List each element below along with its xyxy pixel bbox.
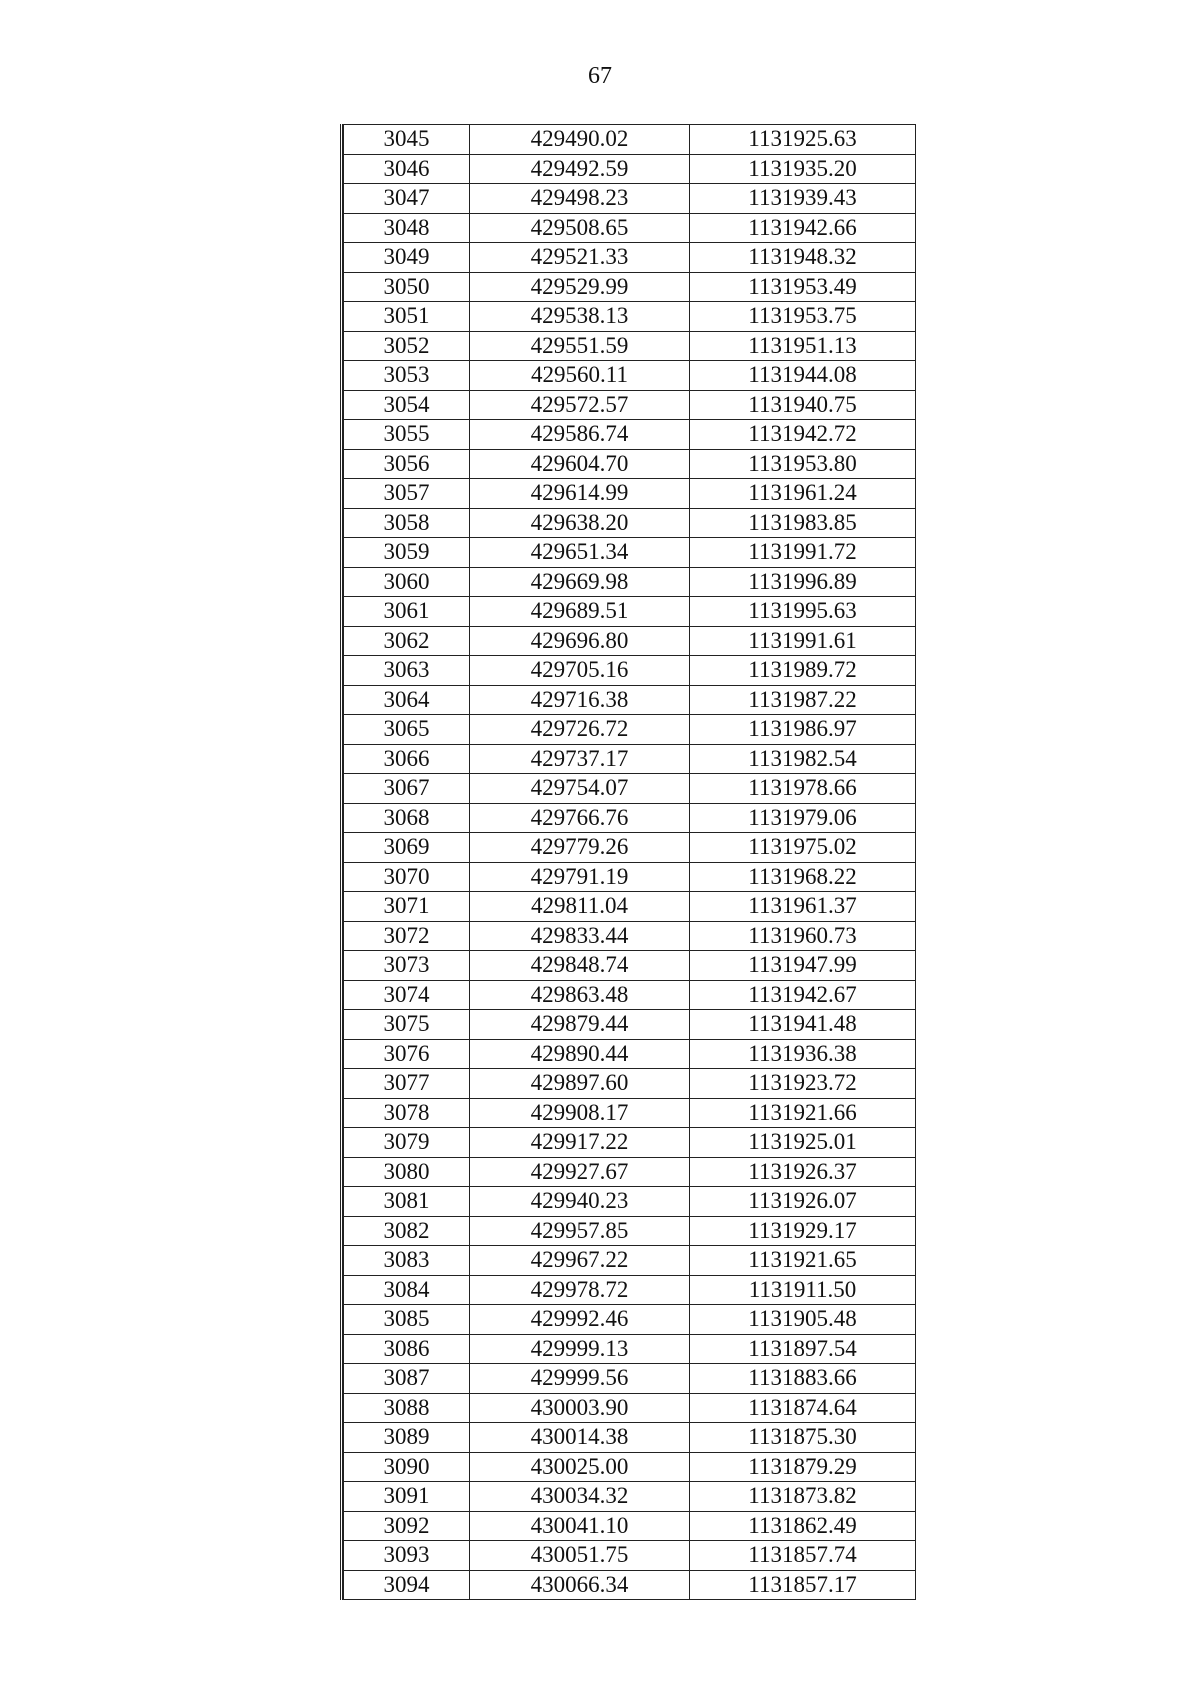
y-coordinate-cell: 1131911.50 bbox=[690, 1275, 916, 1305]
point-number-cell: 3070 bbox=[344, 862, 470, 892]
y-coordinate-cell: 1131936.38 bbox=[690, 1039, 916, 1069]
point-number-cell: 3055 bbox=[344, 420, 470, 450]
x-coordinate-cell: 429498.23 bbox=[470, 184, 690, 214]
point-number-cell: 3077 bbox=[344, 1069, 470, 1099]
x-coordinate-cell: 429572.57 bbox=[470, 390, 690, 420]
table-row bbox=[344, 125, 916, 155]
table-row bbox=[344, 567, 916, 597]
point-number-cell: 3065 bbox=[344, 715, 470, 745]
y-coordinate-cell: 1131991.61 bbox=[690, 626, 916, 656]
y-coordinate-cell: 1131879.29 bbox=[690, 1452, 916, 1482]
table-row bbox=[344, 154, 916, 184]
table-row bbox=[344, 1570, 916, 1600]
point-number-cell: 3047 bbox=[344, 184, 470, 214]
point-number-cell: 3052 bbox=[344, 331, 470, 361]
point-number-cell: 3067 bbox=[344, 774, 470, 804]
x-coordinate-cell: 429879.44 bbox=[470, 1010, 690, 1040]
table-row bbox=[344, 361, 916, 391]
point-number-cell: 3069 bbox=[344, 833, 470, 863]
point-number-cell: 3045 bbox=[344, 125, 470, 155]
point-number-cell: 3089 bbox=[344, 1423, 470, 1453]
table-row bbox=[344, 538, 916, 568]
x-coordinate-cell: 429705.16 bbox=[470, 656, 690, 686]
table-row bbox=[344, 744, 916, 774]
table-row bbox=[344, 1187, 916, 1217]
y-coordinate-cell: 1131947.99 bbox=[690, 951, 916, 981]
table-row bbox=[344, 390, 916, 420]
y-coordinate-cell: 1131968.22 bbox=[690, 862, 916, 892]
x-coordinate-cell: 429638.20 bbox=[470, 508, 690, 538]
y-coordinate-cell: 1131960.73 bbox=[690, 921, 916, 951]
table-row bbox=[344, 1452, 916, 1482]
point-number-cell: 3073 bbox=[344, 951, 470, 981]
table-row bbox=[344, 1010, 916, 1040]
point-number-cell: 3078 bbox=[344, 1098, 470, 1128]
x-coordinate-cell: 429560.11 bbox=[470, 361, 690, 391]
y-coordinate-cell: 1131940.75 bbox=[690, 390, 916, 420]
point-number-cell: 3063 bbox=[344, 656, 470, 686]
y-coordinate-cell: 1131873.82 bbox=[690, 1482, 916, 1512]
y-coordinate-cell: 1131926.07 bbox=[690, 1187, 916, 1217]
point-number-cell: 3075 bbox=[344, 1010, 470, 1040]
table-row bbox=[344, 1216, 916, 1246]
y-coordinate-cell: 1131953.75 bbox=[690, 302, 916, 332]
x-coordinate-cell: 429779.26 bbox=[470, 833, 690, 863]
x-coordinate-cell: 429716.38 bbox=[470, 685, 690, 715]
table-row bbox=[344, 1511, 916, 1541]
table-row bbox=[344, 833, 916, 863]
point-number-cell: 3071 bbox=[344, 892, 470, 922]
y-coordinate-cell: 1131939.43 bbox=[690, 184, 916, 214]
x-coordinate-cell: 429863.48 bbox=[470, 980, 690, 1010]
x-coordinate-cell: 430041.10 bbox=[470, 1511, 690, 1541]
x-coordinate-cell: 429737.17 bbox=[470, 744, 690, 774]
y-coordinate-cell: 1131929.17 bbox=[690, 1216, 916, 1246]
point-number-cell: 3050 bbox=[344, 272, 470, 302]
point-number-cell: 3068 bbox=[344, 803, 470, 833]
point-number-cell: 3091 bbox=[344, 1482, 470, 1512]
x-coordinate-cell: 429614.99 bbox=[470, 479, 690, 509]
x-coordinate-cell: 429669.98 bbox=[470, 567, 690, 597]
y-coordinate-cell: 1131942.72 bbox=[690, 420, 916, 450]
y-coordinate-cell: 1131942.67 bbox=[690, 980, 916, 1010]
point-number-cell: 3049 bbox=[344, 243, 470, 273]
y-coordinate-cell: 1131979.06 bbox=[690, 803, 916, 833]
table-row bbox=[344, 597, 916, 627]
point-number-cell: 3084 bbox=[344, 1275, 470, 1305]
x-coordinate-cell: 429726.72 bbox=[470, 715, 690, 745]
point-number-cell: 3087 bbox=[344, 1364, 470, 1394]
table-row bbox=[344, 715, 916, 745]
x-coordinate-cell: 429521.33 bbox=[470, 243, 690, 273]
page-number: 67 bbox=[588, 63, 612, 89]
table-row bbox=[344, 921, 916, 951]
point-number-cell: 3057 bbox=[344, 479, 470, 509]
x-coordinate-cell: 429529.99 bbox=[470, 272, 690, 302]
y-coordinate-cell: 1131961.37 bbox=[690, 892, 916, 922]
table-row bbox=[344, 656, 916, 686]
x-coordinate-cell: 429586.74 bbox=[470, 420, 690, 450]
y-coordinate-cell: 1131905.48 bbox=[690, 1305, 916, 1335]
point-number-cell: 3079 bbox=[344, 1128, 470, 1158]
table-row bbox=[344, 1098, 916, 1128]
x-coordinate-cell: 429696.80 bbox=[470, 626, 690, 656]
table-row bbox=[344, 302, 916, 332]
point-number-cell: 3072 bbox=[344, 921, 470, 951]
y-coordinate-cell: 1131897.54 bbox=[690, 1334, 916, 1364]
x-coordinate-cell: 429967.22 bbox=[470, 1246, 690, 1276]
table-row bbox=[344, 774, 916, 804]
table-row bbox=[344, 1305, 916, 1335]
y-coordinate-cell: 1131961.24 bbox=[690, 479, 916, 509]
table-row bbox=[344, 1334, 916, 1364]
point-number-cell: 3085 bbox=[344, 1305, 470, 1335]
coordinates-table-container bbox=[340, 124, 915, 1600]
x-coordinate-cell: 429551.59 bbox=[470, 331, 690, 361]
y-coordinate-cell: 1131925.01 bbox=[690, 1128, 916, 1158]
table-row bbox=[344, 1246, 916, 1276]
table-row bbox=[344, 1128, 916, 1158]
point-number-cell: 3082 bbox=[344, 1216, 470, 1246]
point-number-cell: 3059 bbox=[344, 538, 470, 568]
y-coordinate-cell: 1131942.66 bbox=[690, 213, 916, 243]
x-coordinate-cell: 429766.76 bbox=[470, 803, 690, 833]
table-row bbox=[344, 803, 916, 833]
point-number-cell: 3064 bbox=[344, 685, 470, 715]
y-coordinate-cell: 1131996.89 bbox=[690, 567, 916, 597]
y-coordinate-cell: 1131921.65 bbox=[690, 1246, 916, 1276]
point-number-cell: 3086 bbox=[344, 1334, 470, 1364]
x-coordinate-cell: 429897.60 bbox=[470, 1069, 690, 1099]
table-row bbox=[344, 862, 916, 892]
table-row bbox=[344, 685, 916, 715]
point-number-cell: 3081 bbox=[344, 1187, 470, 1217]
table-row bbox=[344, 184, 916, 214]
x-coordinate-cell: 429811.04 bbox=[470, 892, 690, 922]
y-coordinate-cell: 1131983.85 bbox=[690, 508, 916, 538]
y-coordinate-cell: 1131953.80 bbox=[690, 449, 916, 479]
point-number-cell: 3076 bbox=[344, 1039, 470, 1069]
y-coordinate-cell: 1131874.64 bbox=[690, 1393, 916, 1423]
y-coordinate-cell: 1131987.22 bbox=[690, 685, 916, 715]
x-coordinate-cell: 429999.13 bbox=[470, 1334, 690, 1364]
y-coordinate-cell: 1131948.32 bbox=[690, 243, 916, 273]
point-number-cell: 3092 bbox=[344, 1511, 470, 1541]
point-number-cell: 3083 bbox=[344, 1246, 470, 1276]
table-row bbox=[344, 951, 916, 981]
table-row bbox=[344, 1364, 916, 1394]
y-coordinate-cell: 1131978.66 bbox=[690, 774, 916, 804]
point-number-cell: 3054 bbox=[344, 390, 470, 420]
table-row bbox=[344, 272, 916, 302]
x-coordinate-cell: 430014.38 bbox=[470, 1423, 690, 1453]
x-coordinate-cell: 429604.70 bbox=[470, 449, 690, 479]
x-coordinate-cell: 429957.85 bbox=[470, 1216, 690, 1246]
table-row bbox=[344, 892, 916, 922]
x-coordinate-cell: 429492.59 bbox=[470, 154, 690, 184]
table-row bbox=[344, 1393, 916, 1423]
x-coordinate-cell: 429908.17 bbox=[470, 1098, 690, 1128]
y-coordinate-cell: 1131857.17 bbox=[690, 1570, 916, 1600]
x-coordinate-cell: 430034.32 bbox=[470, 1482, 690, 1512]
x-coordinate-cell: 430066.34 bbox=[470, 1570, 690, 1600]
table-row bbox=[344, 1482, 916, 1512]
x-coordinate-cell: 429927.67 bbox=[470, 1157, 690, 1187]
point-number-cell: 3051 bbox=[344, 302, 470, 332]
table-row bbox=[344, 1039, 916, 1069]
y-coordinate-cell: 1131986.97 bbox=[690, 715, 916, 745]
point-number-cell: 3058 bbox=[344, 508, 470, 538]
y-coordinate-cell: 1131944.08 bbox=[690, 361, 916, 391]
point-number-cell: 3048 bbox=[344, 213, 470, 243]
x-coordinate-cell: 430025.00 bbox=[470, 1452, 690, 1482]
x-coordinate-cell: 429490.02 bbox=[470, 125, 690, 155]
table-row bbox=[344, 479, 916, 509]
x-coordinate-cell: 429791.19 bbox=[470, 862, 690, 892]
table-row bbox=[344, 980, 916, 1010]
x-coordinate-cell: 429651.34 bbox=[470, 538, 690, 568]
table-row bbox=[344, 449, 916, 479]
point-number-cell: 3061 bbox=[344, 597, 470, 627]
y-coordinate-cell: 1131926.37 bbox=[690, 1157, 916, 1187]
y-coordinate-cell: 1131935.20 bbox=[690, 154, 916, 184]
table-row bbox=[344, 1157, 916, 1187]
x-coordinate-cell: 429890.44 bbox=[470, 1039, 690, 1069]
y-coordinate-cell: 1131951.13 bbox=[690, 331, 916, 361]
y-coordinate-cell: 1131953.49 bbox=[690, 272, 916, 302]
point-number-cell: 3080 bbox=[344, 1157, 470, 1187]
y-coordinate-cell: 1131941.48 bbox=[690, 1010, 916, 1040]
x-coordinate-cell: 429754.07 bbox=[470, 774, 690, 804]
point-number-cell: 3060 bbox=[344, 567, 470, 597]
point-number-cell: 3062 bbox=[344, 626, 470, 656]
table-row bbox=[344, 331, 916, 361]
point-number-cell: 3090 bbox=[344, 1452, 470, 1482]
x-coordinate-cell: 429508.65 bbox=[470, 213, 690, 243]
y-coordinate-cell: 1131995.63 bbox=[690, 597, 916, 627]
x-coordinate-cell: 430003.90 bbox=[470, 1393, 690, 1423]
x-coordinate-cell: 429940.23 bbox=[470, 1187, 690, 1217]
x-coordinate-cell: 429917.22 bbox=[470, 1128, 690, 1158]
y-coordinate-cell: 1131862.49 bbox=[690, 1511, 916, 1541]
y-coordinate-cell: 1131923.72 bbox=[690, 1069, 916, 1099]
table-row bbox=[344, 420, 916, 450]
y-coordinate-cell: 1131857.74 bbox=[690, 1541, 916, 1571]
table-row bbox=[344, 1069, 916, 1099]
point-number-cell: 3074 bbox=[344, 980, 470, 1010]
table-row bbox=[344, 508, 916, 538]
x-coordinate-cell: 429978.72 bbox=[470, 1275, 690, 1305]
point-number-cell: 3094 bbox=[344, 1570, 470, 1600]
x-coordinate-cell: 429848.74 bbox=[470, 951, 690, 981]
table-row bbox=[344, 243, 916, 273]
y-coordinate-cell: 1131991.72 bbox=[690, 538, 916, 568]
point-number-cell: 3046 bbox=[344, 154, 470, 184]
coordinates-table bbox=[343, 124, 916, 1600]
table-row bbox=[344, 626, 916, 656]
point-number-cell: 3066 bbox=[344, 744, 470, 774]
point-number-cell: 3093 bbox=[344, 1541, 470, 1571]
y-coordinate-cell: 1131921.66 bbox=[690, 1098, 916, 1128]
y-coordinate-cell: 1131975.02 bbox=[690, 833, 916, 863]
x-coordinate-cell: 429538.13 bbox=[470, 302, 690, 332]
y-coordinate-cell: 1131925.63 bbox=[690, 125, 916, 155]
x-coordinate-cell: 429999.56 bbox=[470, 1364, 690, 1394]
y-coordinate-cell: 1131989.72 bbox=[690, 656, 916, 686]
table-row bbox=[344, 213, 916, 243]
point-number-cell: 3088 bbox=[344, 1393, 470, 1423]
y-coordinate-cell: 1131883.66 bbox=[690, 1364, 916, 1394]
x-coordinate-cell: 429689.51 bbox=[470, 597, 690, 627]
x-coordinate-cell: 430051.75 bbox=[470, 1541, 690, 1571]
y-coordinate-cell: 1131982.54 bbox=[690, 744, 916, 774]
point-number-cell: 3056 bbox=[344, 449, 470, 479]
x-coordinate-cell: 429992.46 bbox=[470, 1305, 690, 1335]
y-coordinate-cell: 1131875.30 bbox=[690, 1423, 916, 1453]
table-row bbox=[344, 1541, 916, 1571]
point-number-cell: 3053 bbox=[344, 361, 470, 391]
x-coordinate-cell: 429833.44 bbox=[470, 921, 690, 951]
coordinates-table-body bbox=[344, 125, 916, 1600]
table-row bbox=[344, 1275, 916, 1305]
table-row bbox=[344, 1423, 916, 1453]
